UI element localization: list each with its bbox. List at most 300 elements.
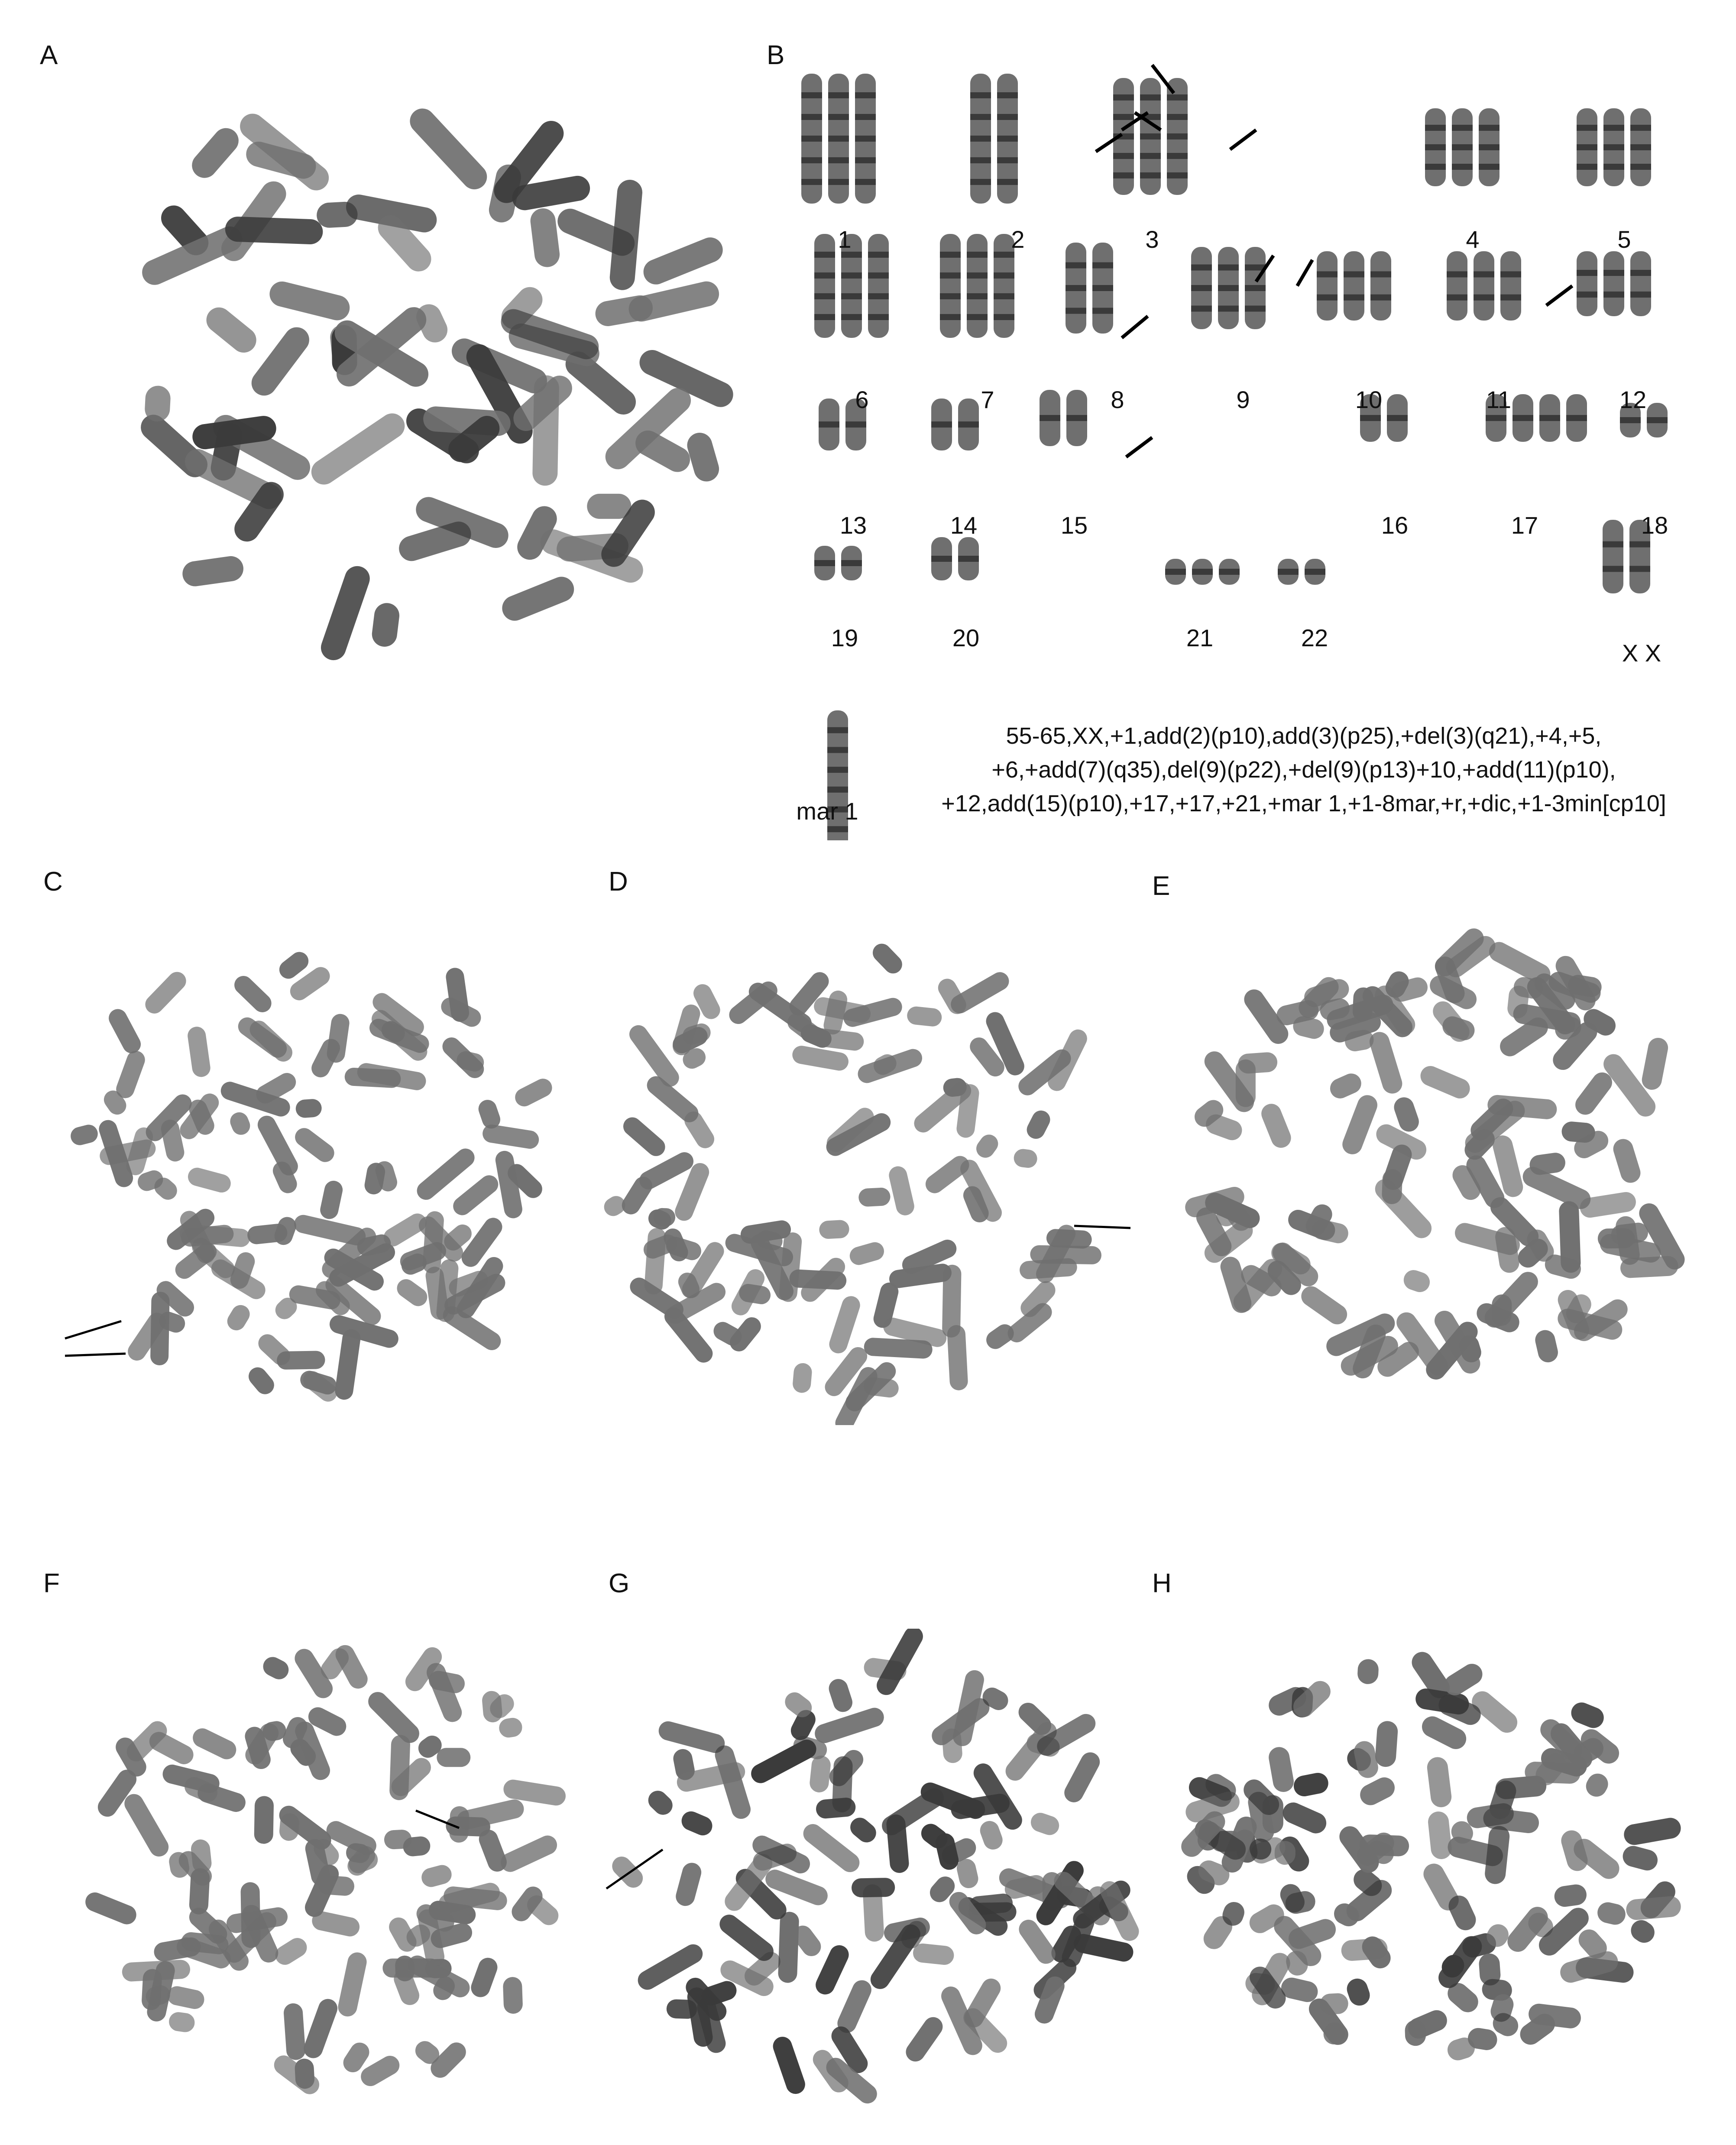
chromosome xyxy=(82,1889,139,1927)
chromosome-band xyxy=(1479,164,1500,170)
chromosome xyxy=(834,1977,874,2036)
metaphase-spread-d xyxy=(580,923,1135,1425)
chromosome xyxy=(498,1832,560,1875)
chromosome xyxy=(291,1124,338,1166)
chromosome-label-7: 7 xyxy=(981,386,994,413)
chromosome xyxy=(419,1863,453,1889)
metaphase-spread-h xyxy=(1169,1637,1689,2079)
chromosome-band xyxy=(1140,153,1161,159)
chromosome-label-x: X X xyxy=(1622,639,1662,667)
chromosome xyxy=(405,104,492,195)
chromosome-band xyxy=(940,252,961,258)
chromosome xyxy=(344,1067,402,1089)
chromosome xyxy=(716,1911,777,1965)
chromosome xyxy=(679,1808,716,1838)
chromosome xyxy=(370,602,401,648)
chromosome xyxy=(1533,1328,1560,1364)
arrow-icon xyxy=(1074,1226,1130,1228)
chromosome xyxy=(395,1955,415,1982)
chromosome xyxy=(832,1756,853,1813)
chromosome xyxy=(1061,1749,1103,1806)
chromosome xyxy=(887,1164,916,1217)
chromosome-label-13: 13 xyxy=(839,512,867,539)
chromosome xyxy=(1561,1121,1596,1144)
chromosome-band xyxy=(814,314,835,320)
chromosome-band xyxy=(868,314,889,320)
chromosome xyxy=(142,968,190,1017)
chromosome-band xyxy=(827,767,848,773)
chromosome xyxy=(301,1996,340,2061)
chromosome-band xyxy=(1140,172,1161,178)
chromosome-band xyxy=(1425,125,1446,131)
arrow-icon xyxy=(1230,130,1256,149)
chromosome-band xyxy=(1603,566,1623,572)
chromosome xyxy=(1595,1900,1627,1927)
chromosome-band xyxy=(801,157,822,163)
chromosome-band xyxy=(997,157,1018,163)
chromosome-band xyxy=(1452,144,1473,150)
chromosome-band xyxy=(814,272,835,279)
arrow-icon xyxy=(1297,260,1312,286)
chromosome-band xyxy=(997,179,1018,185)
chromosome xyxy=(684,430,722,484)
arrow-icon xyxy=(65,1354,126,1356)
chromosome xyxy=(644,1228,667,1295)
chromosome xyxy=(187,123,243,183)
chromosome-band xyxy=(958,421,979,428)
chromosome-band xyxy=(1370,271,1391,277)
chromosome xyxy=(277,1351,325,1370)
chromosome xyxy=(389,1735,410,1801)
chromosome-band xyxy=(845,421,866,428)
chromosome xyxy=(245,1364,278,1398)
panel-label-g: G xyxy=(609,1568,630,1598)
chromosome xyxy=(499,573,578,625)
chromosome-band xyxy=(1245,306,1266,312)
chromosome xyxy=(69,1123,100,1147)
chromosome-label-17: 17 xyxy=(1511,512,1538,539)
chromosome-band xyxy=(1630,144,1651,150)
chromosome-band xyxy=(994,314,1014,320)
chromosome xyxy=(1611,1137,1643,1186)
chromosome xyxy=(186,1026,211,1079)
chromosome-band xyxy=(827,787,848,793)
arrow-icon xyxy=(65,1321,121,1338)
chromosome xyxy=(225,216,323,245)
chromosome-band xyxy=(1539,415,1560,421)
chromosome-band xyxy=(1165,569,1186,575)
karyotype-line-2: +6,+add(7)(q35),del(9)(p22),+del(9)(p13)+10,+add(11)(p10), xyxy=(991,757,1616,783)
chromosome-band xyxy=(1317,295,1338,301)
chromosome-band xyxy=(997,92,1018,98)
chromosome-band xyxy=(1629,541,1650,548)
chromosome-band xyxy=(855,157,876,163)
chromosome xyxy=(812,1705,886,1746)
chromosome xyxy=(848,1240,886,1267)
metaphase-spread-g xyxy=(598,1629,1152,2131)
chromosome-band xyxy=(1603,541,1623,548)
chromosome xyxy=(792,1362,813,1393)
chromosome xyxy=(778,1912,800,1983)
chromosome xyxy=(318,1179,344,1221)
chromosome-band xyxy=(1629,566,1650,572)
chromosome xyxy=(234,1014,290,1061)
chromosome-band xyxy=(1452,125,1473,131)
chromosome xyxy=(450,1172,502,1219)
chromosome-band xyxy=(814,293,835,299)
chromosome xyxy=(1292,1771,1330,1798)
chromosome xyxy=(384,1829,412,1850)
chromosome-band xyxy=(997,136,1018,142)
chromosome-band xyxy=(1603,164,1624,170)
chromosome-band xyxy=(828,92,849,98)
chromosome-label-3: 3 xyxy=(1145,226,1159,253)
chromosome-band xyxy=(967,272,988,279)
chromosome-band xyxy=(1191,285,1212,291)
chromosome-band xyxy=(997,114,1018,120)
chromosome xyxy=(254,1796,274,1844)
metaphase-spread-a xyxy=(35,56,762,684)
chromosome-band xyxy=(1066,415,1087,421)
chromosome xyxy=(334,1328,362,1401)
chromosome xyxy=(973,1131,1002,1161)
chromosome-band xyxy=(1167,153,1188,159)
chromosome-band xyxy=(855,136,876,142)
chromosome xyxy=(1435,1932,1486,1992)
chromosome xyxy=(181,554,245,588)
karyotype-line-1: 55-65,XX,+1,add(2)(p10),add(3)(p25),+del(3)(q21),+4,+5, xyxy=(1006,723,1602,749)
chromosome-band xyxy=(1192,569,1213,575)
chromosome-band xyxy=(967,293,988,299)
chromosome xyxy=(336,1951,368,2018)
chromosome xyxy=(295,1098,322,1118)
chromosome xyxy=(1341,1938,1388,1961)
arrow-icon xyxy=(1546,286,1572,305)
chromosome-label-20: 20 xyxy=(952,624,980,651)
chromosome xyxy=(819,1220,849,1240)
chromosome-band xyxy=(841,314,862,320)
chromosome-band xyxy=(1113,153,1134,159)
chromosome-label-8: 8 xyxy=(1111,386,1124,413)
chromosome-band xyxy=(855,92,876,98)
chromosome-band xyxy=(1630,125,1651,131)
chromosome-band xyxy=(1245,285,1266,291)
chromosome-band xyxy=(1066,262,1086,269)
panel-label-h: H xyxy=(1152,1568,1172,1598)
metaphase-spread-e xyxy=(1161,923,1724,1399)
chromosome xyxy=(307,408,410,489)
chromosome xyxy=(272,1215,299,1247)
chromosome-band xyxy=(1167,172,1188,178)
chromosome xyxy=(1340,1092,1380,1157)
chromosome xyxy=(1525,1761,1581,1784)
chromosome xyxy=(1357,1774,1398,1809)
chromosome xyxy=(906,1006,942,1027)
chromosome xyxy=(1015,1916,1059,1967)
chromosome-band xyxy=(1479,144,1500,150)
chromosome xyxy=(106,1006,144,1056)
chromosome-band xyxy=(1113,172,1134,178)
panel-label-e: E xyxy=(1152,871,1170,901)
chromosome xyxy=(1426,1756,1453,1808)
chromosome xyxy=(481,1690,503,1723)
chromosome xyxy=(619,1114,669,1160)
chromosome-band xyxy=(1603,292,1624,298)
chromosome-band xyxy=(1305,569,1325,575)
chromosome-band xyxy=(931,556,952,562)
chromosome xyxy=(1405,2020,1426,2046)
chromosome-band xyxy=(1344,295,1364,301)
karyogram-chromosome xyxy=(1370,251,1391,321)
chromosome xyxy=(272,1934,310,1969)
chromosome-label-1: 1 xyxy=(838,226,852,253)
chromosome xyxy=(260,1654,292,1683)
chromosome-band xyxy=(1577,125,1597,131)
chromosome xyxy=(393,1276,431,1310)
chromosome xyxy=(947,1325,968,1391)
chromosome-label-9: 9 xyxy=(1236,386,1250,413)
chromosome xyxy=(1427,1811,1453,1860)
chromosome-band xyxy=(1474,295,1494,301)
chromosome-band xyxy=(1387,415,1408,421)
chromosome xyxy=(1571,1069,1616,1119)
chromosome xyxy=(283,2002,306,2061)
chromosome xyxy=(317,563,373,664)
chromosome-band xyxy=(1566,415,1587,421)
chromosome-label-2: 2 xyxy=(1011,226,1025,253)
chromosome xyxy=(1568,1699,1607,1731)
karyogram-chromosome xyxy=(1344,251,1364,321)
chromosome-band xyxy=(1620,417,1641,423)
chromosome-band xyxy=(855,114,876,120)
chromosome-band xyxy=(1425,164,1446,170)
chromosome xyxy=(809,1755,832,1793)
chromosome xyxy=(1310,1218,1351,1245)
arrow-icon xyxy=(1122,316,1148,338)
chromosome xyxy=(498,1717,524,1739)
chromosome-label-12: 12 xyxy=(1619,386,1647,413)
chromosome-band xyxy=(1630,164,1651,170)
chromosome-band xyxy=(1577,270,1597,276)
chromosome-band xyxy=(967,314,988,320)
chromosome-band xyxy=(801,114,822,120)
chromosome-label-4: 4 xyxy=(1466,226,1480,253)
chromosome xyxy=(826,1676,855,1714)
chromosome xyxy=(1030,1245,1101,1264)
chromosome xyxy=(1327,1070,1365,1102)
karyogram-chromosome xyxy=(1474,251,1494,321)
karyogram-chromosome xyxy=(1317,251,1338,321)
chromosome-band xyxy=(1447,295,1467,301)
chromosome-band xyxy=(1317,271,1338,277)
chromosome xyxy=(1258,1101,1294,1150)
chromosome xyxy=(468,1955,500,2000)
karyogram-chromosome xyxy=(1447,251,1467,321)
karyotype-formula xyxy=(936,719,1672,820)
chromosome xyxy=(201,302,262,358)
chromosome-band xyxy=(1577,164,1597,170)
chromosome xyxy=(902,2013,946,2065)
chromosome xyxy=(121,1791,172,1860)
chromosome xyxy=(608,1853,647,1892)
chromosome xyxy=(512,1076,555,1110)
chromosome-band xyxy=(994,293,1014,299)
chromosome-label-5: 5 xyxy=(1617,226,1631,253)
chromosome-label-15: 15 xyxy=(1060,512,1088,539)
panel-label-a: A xyxy=(40,40,58,70)
chromosome xyxy=(1401,1267,1433,1295)
chromosome xyxy=(1267,1746,1295,1794)
chromosome-band xyxy=(841,272,862,279)
arrow-icon xyxy=(1126,437,1152,457)
chromosome-band xyxy=(1167,114,1188,120)
chromosome xyxy=(1559,1201,1581,1273)
chromosome xyxy=(168,2011,196,2033)
chromosome-band xyxy=(855,179,876,185)
chromosome xyxy=(1028,1810,1062,1837)
chromosome-band xyxy=(1167,94,1188,100)
chromosome xyxy=(1023,1108,1053,1142)
chromosome-band xyxy=(1447,271,1467,277)
chromosome-band xyxy=(1479,125,1500,131)
chromosome xyxy=(227,1110,253,1138)
chromosome xyxy=(1279,1799,1330,1837)
chromosome-band xyxy=(970,136,991,142)
karyogram-chromosome xyxy=(1500,251,1521,321)
chromosome-band xyxy=(827,826,848,832)
chromosome-band xyxy=(1113,94,1134,100)
chromosome-band xyxy=(1360,415,1381,421)
chromosome-band xyxy=(1066,308,1086,314)
chromosome-band xyxy=(819,421,839,428)
chromosome-band xyxy=(994,272,1014,279)
chromosome-band xyxy=(1486,415,1506,421)
chromosome xyxy=(587,494,631,519)
chromosome xyxy=(437,1748,470,1767)
karyogram-chromosome xyxy=(1577,251,1597,316)
chromosome-band xyxy=(1218,285,1239,291)
chromosome xyxy=(1352,1739,1380,1780)
chromosome xyxy=(246,322,314,401)
chromosome-band xyxy=(801,92,822,98)
chromosome-band xyxy=(931,421,952,428)
chromosome xyxy=(1344,1976,1373,2008)
chromosome xyxy=(113,1048,147,1101)
chromosome-band xyxy=(1452,164,1473,170)
chromosome-band xyxy=(1113,114,1134,120)
chromosome xyxy=(869,940,906,977)
chromosome xyxy=(1374,1721,1398,1768)
metaphase-spread-c xyxy=(35,923,580,1421)
chromosome xyxy=(224,1302,253,1334)
chromosome xyxy=(166,1984,206,2011)
chromosome-band xyxy=(1344,271,1364,277)
chromosome-band xyxy=(841,293,862,299)
chromosome-band xyxy=(940,293,961,299)
chromosome xyxy=(503,1977,523,2014)
chromosome xyxy=(1553,1883,1588,1908)
chromosome xyxy=(1319,1993,1349,2015)
chromosome-band xyxy=(1630,270,1651,276)
chromosome-band xyxy=(1066,285,1086,291)
chromosome-band xyxy=(1218,265,1239,271)
chromosome xyxy=(640,233,727,288)
chromosome-label-18: 18 xyxy=(1641,512,1668,539)
chromosome-label-6: 6 xyxy=(855,386,869,413)
chromosome xyxy=(626,279,722,324)
chromosome-label-14: 14 xyxy=(950,512,978,539)
chromosome-label-22: 22 xyxy=(1301,624,1328,651)
chromosome-label-21: 21 xyxy=(1186,624,1214,651)
chromosome xyxy=(1582,1770,1612,1800)
chromosome xyxy=(789,1269,847,1290)
chromosome-band xyxy=(814,560,835,566)
chromosome-band xyxy=(940,314,961,320)
chromosome xyxy=(1297,1283,1351,1328)
chromosome-band xyxy=(1370,295,1391,301)
chromosome-label-11: 11 xyxy=(1486,386,1512,413)
chromosome xyxy=(827,1294,862,1356)
chromosome-band xyxy=(1092,285,1113,291)
chromosome xyxy=(230,972,275,1016)
chromosome xyxy=(1371,1175,1435,1242)
chromosome-band xyxy=(827,747,848,753)
chromosome-band xyxy=(828,114,849,120)
chromosome xyxy=(657,1719,727,1755)
chromosome xyxy=(842,996,904,1029)
chromosome-band xyxy=(1630,292,1651,298)
chromosome xyxy=(978,1818,1005,1852)
karyogram-chromosome xyxy=(1630,251,1651,316)
chromosome-band xyxy=(868,293,889,299)
chromosome-label-16: 16 xyxy=(1381,512,1409,539)
chromosome-band xyxy=(940,272,961,279)
chromosome-band xyxy=(1140,133,1161,139)
chromosome xyxy=(189,1868,211,1915)
chromosome-band xyxy=(1218,306,1239,312)
chromosome xyxy=(1640,1036,1670,1092)
chromosome xyxy=(1484,1825,1511,1885)
chromosome xyxy=(601,1192,629,1219)
chromosome-band xyxy=(1219,569,1240,575)
chromosome-label-10: 10 xyxy=(1355,386,1383,413)
chromosome-band xyxy=(958,556,979,562)
chromosome-band xyxy=(1603,144,1624,150)
chromosome-band xyxy=(1425,144,1446,150)
chromosome xyxy=(1627,1916,1658,1947)
chromosome-band xyxy=(828,136,849,142)
chromosome xyxy=(666,1999,697,2019)
karyogram-chromosome xyxy=(1603,251,1624,316)
chromosome-band xyxy=(1167,133,1188,139)
chromosome xyxy=(363,1161,386,1196)
chromosome xyxy=(771,2034,808,2096)
panel-label-c: C xyxy=(43,867,63,897)
karyotype-line-3: +12,add(15)(p10),+17,+17,+21,+mar 1,+1-8mar,+r,+dic,+1-3min[cp10] xyxy=(941,791,1666,817)
chromosome-band xyxy=(1191,306,1212,312)
chromosome xyxy=(122,1959,191,1982)
chromosome xyxy=(852,1878,895,1898)
chromosome-band xyxy=(868,272,889,279)
chromosome xyxy=(144,385,171,422)
chromosome-band xyxy=(1140,94,1161,100)
chromosome-band xyxy=(1500,295,1521,301)
chromosome-band xyxy=(801,179,822,185)
chromosome-band xyxy=(1092,308,1113,314)
chromosome xyxy=(1357,1659,1379,1685)
chromosome-band xyxy=(841,560,862,566)
metaphase-spread-f xyxy=(78,1603,589,2131)
